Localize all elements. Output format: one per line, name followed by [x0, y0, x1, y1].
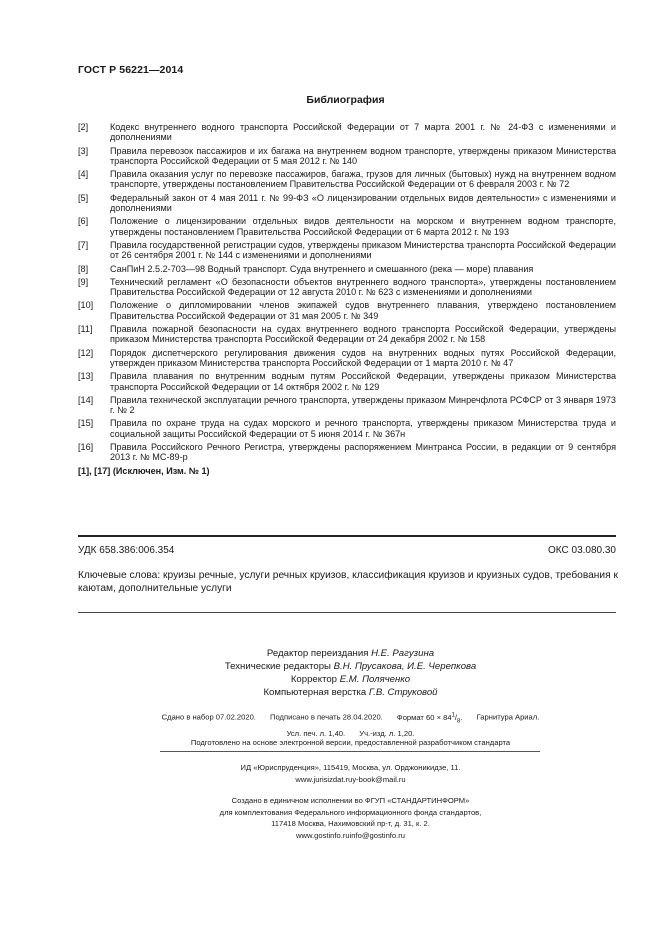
reference-text: Кодекс внутреннего водного транспорта Российской Федерации от 7 марта 2001 г. № 24-ФЗ с изменениями и дополнениями — [110, 122, 616, 143]
keywords: Ключевые слова: круизы речные, услуги речных круизов, классификация круизов и круизных судов, требования к каютам, дополнительные услуги — [78, 570, 618, 594]
reference-item — [78, 277, 616, 298]
reference-item — [78, 264, 616, 274]
prepared-note: Подготовлено на основе электронной версии, предоставленной разработчиком стандарта — [190, 738, 511, 747]
signed-date: Подписано в печать 28.04.2020. — [270, 712, 383, 722]
reference-number: [13] — [78, 371, 94, 382]
reference-item — [78, 300, 616, 321]
corrector-line: Корректор Е.М. Поляченко — [290, 674, 411, 685]
reference-item — [78, 216, 616, 237]
reference-text: Технический регламент «О безопасности объектов внутреннего водного транспорта», утверждены постановлением Правительства Российской Федерации от 12 августа 2010 г. № 623 с изменениями и дополнениями — [110, 276, 616, 298]
layout-line: Компьютерная верстка Г.В. Струковой — [263, 687, 438, 698]
printer-block — [0, 795, 661, 841]
printer-line-2: для комплектования Федерального информационного фонда стандартов, — [219, 807, 482, 817]
publisher-address: ИД «Юриспруденция», 115419, Москва, ул. Орджоникидзе, 11. — [240, 763, 461, 772]
printer-address: 117418 Москва, Нахимовский пр-т, д. 31, к. 2. — [271, 819, 430, 828]
publisher-block — [0, 762, 661, 785]
reference-item — [78, 371, 616, 392]
submitted-date: Сдано в набор 07.02.2020. — [161, 712, 256, 722]
document-id: ГОСТ Р 56221—2014 — [78, 64, 184, 76]
reference-text: Положение о лицензировании отдельных видов деятельности на морском и внутреннем водном транспорте, утверждены постановлением Правительства Российской Федерации от 6 марта 2012 г. № 193 — [110, 216, 616, 237]
reference-item — [78, 146, 616, 167]
udk-code: УДК 658.386:006.354 — [78, 545, 175, 556]
reference-number: [3] — [78, 145, 89, 156]
imprint-divider — [160, 751, 540, 752]
reference-item — [78, 418, 616, 439]
printer-line-1: Создано в единичном исполнении во ФГУП «СТАНДАРТИНФОРМ» — [231, 796, 470, 805]
reference-item — [78, 122, 616, 143]
reference-number: [8] — [78, 263, 89, 274]
reference-item — [78, 193, 616, 214]
reference-text: Правила по охране труда на судах морского и речного транспорта, утверждены приказом Министерства труда и социальной защиты Российской Федерации от 5 июня 2014 г. № 367н — [110, 418, 616, 439]
reference-number: [7] — [78, 239, 89, 250]
reference-text: Порядок диспетчерского регулирования движения судов на внутренних водных путях Российской Федерации, утвержден приказом Министерства транспорта Российской Федерации от 1 марта 2010 г. № 47 — [110, 347, 616, 368]
reference-number: [10] — [78, 300, 94, 311]
reference-number: [15] — [78, 418, 94, 429]
reference-text: Федеральный закон от 4 мая 2011 г. № 99-ФЗ «О лицензировании отдельных видов деятельности» с изменениями и дополнениями — [110, 192, 616, 214]
reference-text: Правила перевозок пассажиров и их багажа на внутреннем водном транспорте, утверждены приказом Министерства транспорта Российской Федерации от 5 мая 2012 г. № 140 — [110, 145, 616, 166]
reference-number: [4] — [78, 169, 89, 180]
reference-text: Правила государственной регистрации судов, утверждены приказом Министерства транспорта Российской Федерации от 26 сентября 2001 г. № 144 с изменениями и дополнениями — [110, 239, 616, 261]
publishing-sheets: Уч.-изд. л. 1,20. — [359, 728, 415, 738]
reference-item — [78, 169, 616, 190]
credits-block — [0, 647, 661, 699]
reference-item — [78, 348, 616, 369]
print-info — [0, 710, 661, 739]
reference-text: СанПиН 2.5.2-703—98 Водный транспорт. Суда внутреннего и смешанного (река — море) плавания — [110, 263, 534, 274]
keywords-divider — [78, 612, 616, 613]
printer-email[interactable]: info@gostinfo.ru — [349, 830, 406, 840]
reference-number: [11] — [78, 324, 93, 335]
reference-text: Правила пожарной безопасности на судах внутреннего водного транспорта Российской Федерации, утверждены приказом Министерства транспорта Российской Федерации от 24 декабря 2002 г. № 158 — [110, 324, 616, 345]
bibliography-title: Библиография — [306, 94, 385, 106]
reference-number: [6] — [78, 216, 89, 227]
publisher-site[interactable]: www.jurisizdat.ru — [295, 774, 353, 784]
reference-text: Положение о дипломировании членов экипажей судов внутреннего плавания, утверждено постановлением Правительства Российской Федерации от 31 мая 2005 г. № 349 — [110, 300, 616, 321]
editor-line: Редактор переиздания Н.Е. Рагузина — [266, 648, 435, 659]
reference-item — [78, 395, 616, 416]
reference-text: Правила Российского Речного Регистра, утверждены распоряжением Минтранса России, в редакции от 9 сентября 2013 г. № МС-89-р — [110, 442, 616, 463]
section-divider — [78, 535, 616, 537]
typeface: Гарнитура Ариал. — [476, 712, 540, 722]
printer-site[interactable]: www.gostinfo.ru — [295, 830, 350, 840]
reference-item — [78, 442, 616, 463]
classification-row — [78, 545, 616, 556]
publisher-email[interactable]: y-book@mail.ru — [352, 774, 406, 784]
reference-item — [78, 324, 616, 345]
reference-number: [12] — [78, 347, 94, 358]
reference-text: Правила технической эксплуатации речного транспорта, утверждены приказом Минречфлота РСФСР от 3 января 1973 г. № 2 — [110, 394, 616, 416]
excluded-references-note: [1], [17] (Исключен, Изм. № 1) — [78, 465, 210, 476]
reference-number: [9] — [78, 276, 89, 287]
bibliography-list — [78, 122, 616, 476]
reference-text: Правила оказания услуг по перевозке пассажиров, багажа, грузов для личных (бытовых) нужд на внутреннем водном транспорте, утверждены постановлением Правительства Российской Федерации от 6 февраля 2003 г. № 72 — [110, 169, 616, 190]
oks-code: ОКС 03.080.30 — [548, 545, 616, 556]
print-sheets: Усл. печ. л. 1,40. — [286, 728, 346, 738]
reference-number: [16] — [78, 442, 94, 453]
tech-editors-line: Технические редакторы В.Н. Прусакова, И.Е. Черепкова — [224, 661, 477, 672]
reference-item — [78, 240, 616, 261]
paper-format: Формат $60 \times 84^1/_8$. — [396, 712, 463, 725]
reference-number: [2] — [78, 122, 89, 132]
reference-number: [14] — [78, 394, 94, 405]
reference-text: Правила плавания по внутренним водным путям Российской Федерации, утверждены приказом Министерства транспорта Российской Федерации от 14 октября 2002 г. № 129 — [110, 371, 616, 392]
reference-number: [5] — [78, 192, 89, 203]
